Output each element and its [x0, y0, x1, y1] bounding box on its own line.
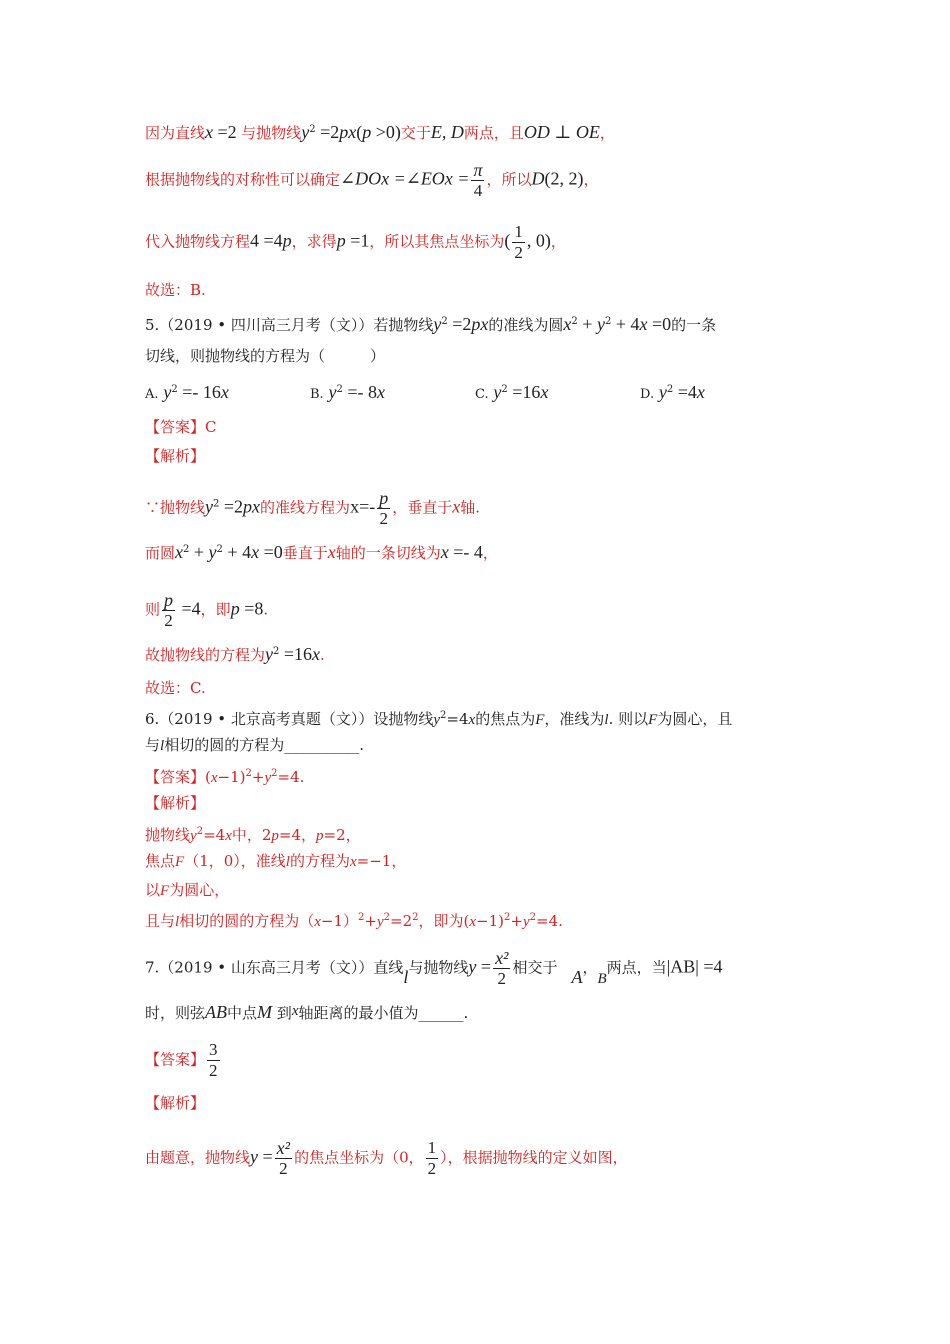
solution-line-12: 则 $\frac{p}{2}$ =4，即p =8.: [145, 590, 269, 630]
option-d: D. $y^2 =4x$: [640, 382, 705, 402]
option-b: B. $y^2 =- 8x$: [310, 382, 385, 402]
solution-line-4: 故选：B.: [145, 281, 206, 299]
solution-line-10: ∵抛物线$y^2 =2px$的准线方程为x=- $\frac{p}{2}$ ，垂直于x轴.: [145, 488, 481, 528]
fraction: $\frac{p}{2}$: [164, 590, 174, 630]
fraction: $\frac{p}{2}$: [379, 488, 389, 528]
solution-6-line-3: 以F为圆心，: [145, 881, 230, 899]
question-6: 6.（2019 • 北京高考真题（文））设抛物线$y^2=4x$的焦点为F，准线为l. 则以F为圆心，且: [145, 710, 733, 728]
solution-line-2: 根据抛物线的对称性可以确定∠DOx =∠EOx = $\frac{\pi}{4}$ ，所以D(2, 2)，: [145, 160, 599, 200]
fraction: $\frac{\text{x²}}{2}$: [276, 1138, 291, 1178]
answer-7: 【答案】 $\frac{3}{2}$: [145, 1040, 218, 1080]
fraction: $\frac{3}{2}$: [209, 1040, 218, 1080]
solution-6-line-2: 焦点F（1，0），准线l的方程为x=−1，: [145, 852, 407, 870]
fraction: $\frac{1}{2}$: [514, 222, 523, 262]
answer-6: 【答案】$(x-1)^2+y^2=4$.: [145, 768, 305, 786]
analysis-label-7: 【解析】: [145, 1094, 206, 1112]
answer-label: 【答案】C: [145, 418, 217, 436]
question-5-cont: 切线，则抛物线的方程为（ ）: [145, 347, 386, 365]
solution-6-line-1: 抛物线$y^2=4x$中，2p=4，p=2，: [145, 826, 361, 844]
solution-line-1: 因为直线x =2 与抛物线$y^2 =2px(p >0)$交于E, D两点，且OD ⊥ OE，: [145, 122, 615, 142]
solution-line-11: 而圆$x^2 + y^2 + 4x =0$垂直于x轴的一条切线为x =- 4，: [145, 542, 498, 562]
fraction: $\frac{\text{x²}}{2}$: [495, 948, 509, 988]
solution-line-3: 代入抛物线方程4 =4p，求得p =1，所以其焦点坐标为( $\frac{1}{2}$ , 0)，: [145, 222, 566, 262]
analysis-label: 【解析】: [145, 447, 206, 465]
option-a: A. $y^2 =- 16x$: [145, 382, 229, 402]
question-7-cont: 时，则弦AB中点M 到x轴距离的最小值为______.: [145, 1002, 469, 1022]
question-5: 5.（2019 • 四川高三月考（文））若抛物线$y^2 =2px$的准线为圆$x^2 + y^2 + 4x =0$的一条: [145, 314, 717, 334]
solution-line-13: 故抛物线的方程为$y^2 =16x$.: [145, 644, 325, 664]
solution-7-line-1: 由题意，抛物线y = $\frac{\text{x²}}{2}$ 的焦点坐标为（0， $\frac{1}{2}$ ），根据抛物线的定义如图，: [145, 1138, 628, 1178]
question-7: 7.（2019 • 山东高三月考（文））直线l与抛物线y = $\frac{\text{x²}}{2}$ 相交于 A，B两点，当|AB| =4: [145, 948, 723, 988]
fraction: $\frac{1}{2}$: [427, 1138, 437, 1178]
solution-6-line-4: 且与l相切的圆的方程为$(x-1)^2+y^2=2^2$，即为$(x-1)^2+y^2=4$.: [145, 912, 563, 930]
solution-line-14: 故选：C.: [145, 679, 206, 697]
question-6-cont: 与l相切的圆的方程为__________.: [145, 736, 364, 754]
fraction: $\frac{\pi}{4}$: [473, 160, 483, 200]
option-c: C. $y^2 =16x$: [475, 382, 549, 402]
analysis-label-6: 【解析】: [145, 794, 206, 812]
